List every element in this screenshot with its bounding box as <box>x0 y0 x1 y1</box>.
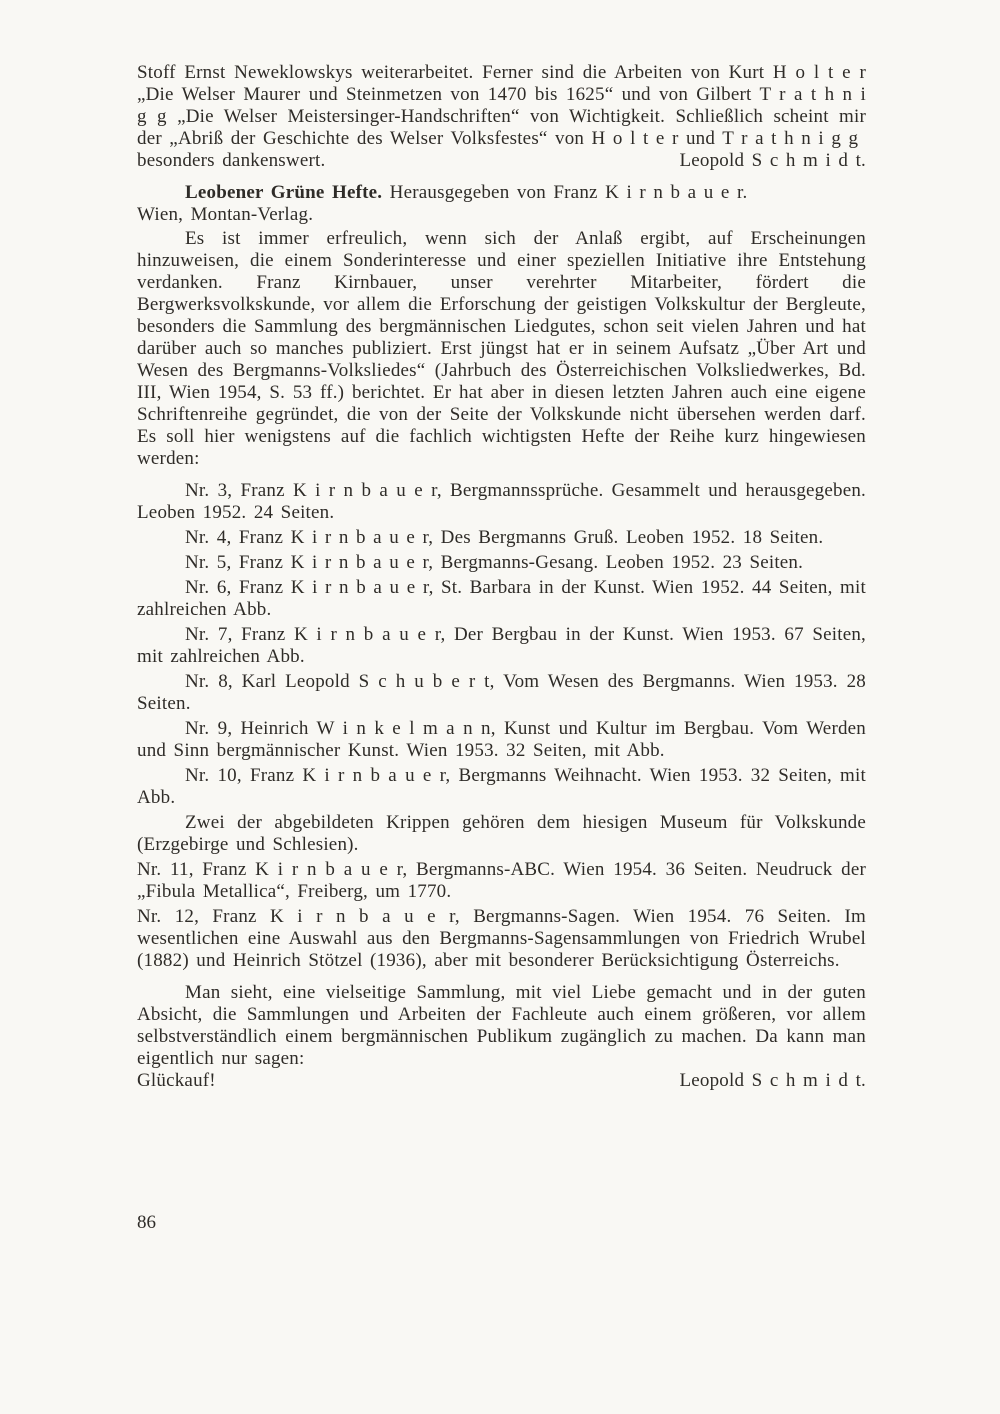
intro-continuation-paragraph: Stoff Ernst Neweklowskys weiterarbeitet. Ferner sind die Arbeiten von Kurt H o l t e r „Die Welser Maurer und Steinmetzen von 1470 bis 1625“ und von Gilbert T r a t h n i g g „Die Welser Meistersinger-Handschriften“ von Wichtigkeit. Schließlich scheint mir der „Abriß der Geschichte des Welser Volksfestes“ von H o l t e r und T r a t h n i g g <box>137 62 866 149</box>
closing-author-signature: Leopold S c h m i d t. <box>679 1070 866 1091</box>
review-note-krippen: Zwei der abgebildeten Krippen gehören dem hiesigen Museum für Volkskunde (Erzgebirge und Schlesien). <box>137 812 866 855</box>
review-closing-paragraph: Man sieht, eine vielseitige Sammlung, mit viel Liebe gemacht und in der guten Absicht, die Sammlungen und Arbeiten der Fachleute auch einem größeren, vor allem selbstverständlich einem bergmännischen Publikum zugänglich zu machen. Da kann man eigentlich nur sagen: <box>137 982 866 1069</box>
closing-signature-row <box>137 1070 866 1092</box>
intro-signature-row <box>137 150 866 172</box>
review-item-nr6: Nr. 6, Franz K i r n b a u e r, St. Barbara in der Kunst. Wien 1952. 44 Seiten, mit zahlreichen Abb. <box>137 577 866 620</box>
review-item-nr12: Nr. 12, Franz K i r n b a u e r, Bergmanns-Sagen. Wien 1954. 76 Seiten. Im wesentlichen eine Auswahl aus den Bergmanns-Sagensammlungen von Friedrich Wrubel (1882) und Heinrich Stötzel (1936), aber mit besonderer Berücksichtigung Österreichs. <box>137 906 866 971</box>
review-item-nr4: Nr. 4, Franz K i r n b a u e r, Des Bergmanns Gruß. Leoben 1952. 18 Seiten. <box>185 527 824 548</box>
review-title: Leobener Grüne Hefte. <box>185 182 383 203</box>
review-item-nr9: Nr. 9, Heinrich W i n k e l m a n n, Kunst und Kultur im Bergbau. Vom Werden und Sinn bergmännischer Kunst. Wien 1953. 32 Seiten, mit Abb. <box>137 718 866 761</box>
intro-closing-words: besonders dankenswert. <box>137 150 326 171</box>
intro-author-signature: Leopold S c h m i d t. <box>679 150 866 171</box>
page-number: 86 <box>137 1212 156 1233</box>
review-publisher-line: Wien, Montan-Verlag. <box>137 204 314 225</box>
review-item-nr5: Nr. 5, Franz K i r n b a u e r, Bergmanns-Gesang. Leoben 1952. 23 Seiten. <box>185 552 804 573</box>
review-item-nr10: Nr. 10, Franz K i r n b a u e r, Bergmanns Weihnacht. Wien 1953. 32 Seiten, mit Abb. <box>137 765 866 808</box>
review-item-nr11: Nr. 11, Franz K i r n b a u e r, Bergmanns-ABC. Wien 1954. 36 Seiten. Neudruck der „Fibula Metallica“, Freiberg, um 1770. <box>137 859 866 902</box>
review-heading <box>137 182 866 204</box>
review-heading-rest: Herausgegeben von Franz K i r n b a u e r. <box>382 182 748 203</box>
text-column <box>137 62 866 1092</box>
closing-exclamation: Glückauf! <box>137 1070 216 1091</box>
review-item-nr3: Nr. 3, Franz K i r n b a u e r, Bergmannssprüche. Gesammelt und herausgegeben. Leoben 1952. 24 Seiten. <box>137 480 866 523</box>
review-item-nr7: Nr. 7, Franz K i r n b a u e r, Der Bergbau in der Kunst. Wien 1953. 67 Seiten, mit zahlreichen Abb. <box>137 624 866 667</box>
review-item-nr8: Nr. 8, Karl Leopold S c h u b e r t, Vom Wesen des Bergmanns. Wien 1953. 28 Seiten. <box>137 671 866 714</box>
review-lead-paragraph: Es ist immer erfreulich, wenn sich der Anlaß ergibt, auf Erscheinungen hinzuweisen, die einem Sonderinteresse und einer speziellen Initiative ihre Entstehung verdanken. Franz Kirnbauer, unser verehrter Mitarbeiter, fördert die Bergwerksvolkskunde, vor allem die Erforschung der geistigen Volkskultur der Bergleute, besonders die Sammlung des bergmännischen Liedgutes, schon seit vielen Jahren und hat darüber auch so manches publiziert. Erst jüngst hat er in seinem Aufsatz „Über Art und Wesen des Bergmanns-Volksliedes“ (Jahrbuch des Österreichischen Volksliedwerkes, Bd. III, Wien 1954, S. 53 ff.) berichtet. Er hat aber in diesen letzten Jahren auch eine eigene Schriftenreihe gegründet, die von der Seite der Volkskunde nicht übersehen werden darf. Es soll hier wenigstens auf die fachlich wichtigsten Hefte der Reihe kurz hingewiesen werden: <box>137 228 866 469</box>
